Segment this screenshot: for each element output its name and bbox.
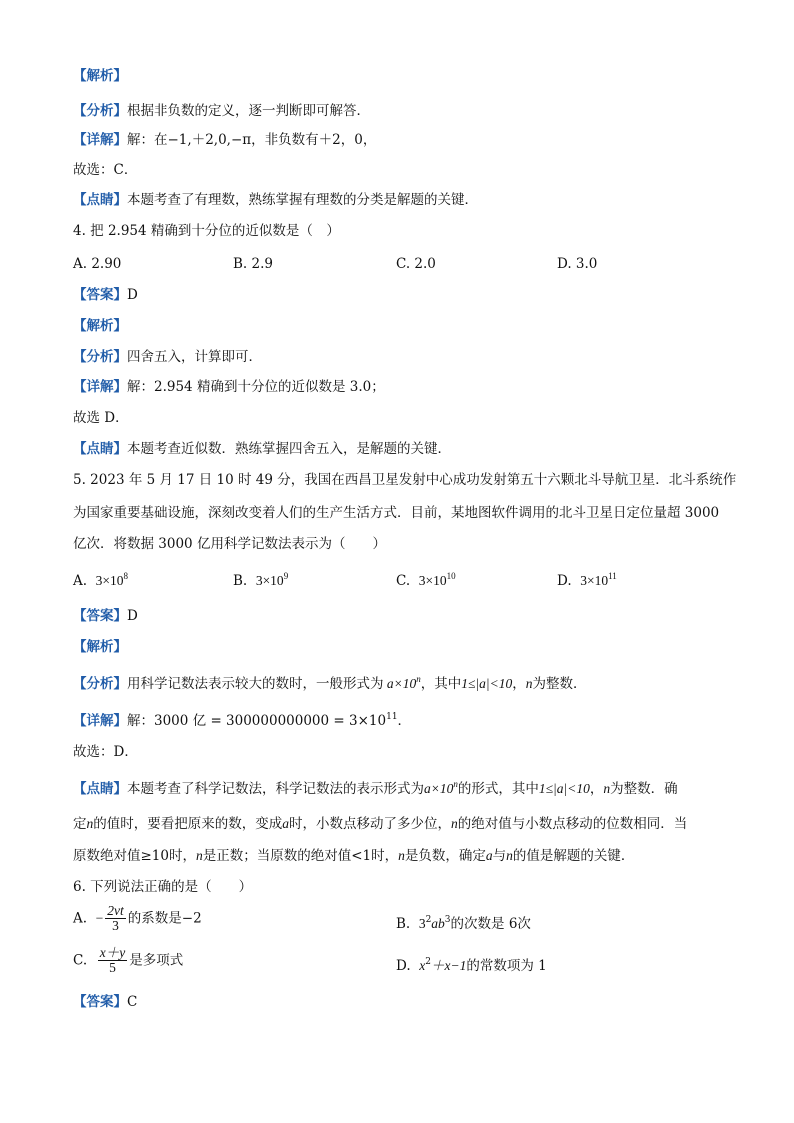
q5-answer: 【答案】D xyxy=(73,608,138,624)
q5-stem-line2: 为国家重要基础设施，深刻改变着人们的生产生活方式．目前，某地图软件调用的北斗卫星日定位量超 3000 xyxy=(73,505,720,521)
q5-option-c: C. $3\times 10^{10}$ xyxy=(396,571,456,589)
q5-remark-line1: 【点睛】本题考查了科学记数法，科学记数法的表示形式为$a\times 10^n$的形式，其中1≤|a|<10，n为整数．确 xyxy=(73,779,678,797)
q5-remark-line3: 原数绝对值≥10时，n是正数；当原数的绝对值<1时，n是负数，确定a与n的值是解题的关键． xyxy=(73,848,635,864)
q5-analysis: 【分析】用科学记数法表示较大的数时，一般形式为 $a\times 10^n$，其中1≤|a|<10，n为整数． xyxy=(73,674,587,692)
q4-option-a: A. 2.90 xyxy=(73,256,122,272)
jiexi-heading-1: 【解析】 xyxy=(73,68,127,84)
q4-analysis: 【分析】四舍五入，计算即可． xyxy=(73,349,262,365)
q6-option-a: A. − $\frac{2vt}{3}$ 的系数是−2 xyxy=(73,903,202,933)
q5-stem-line1: 5. 2023 年 5 月 17 日 10 时 49 分，我国在西昌卫星发射中心成功发射第五十六颗北斗导航卫星．北斗系统作 xyxy=(73,472,737,488)
q6-answer: 【答案】C xyxy=(73,994,138,1010)
q4-option-b: B. 2.9 xyxy=(233,256,273,272)
jiexi-heading-3: 【解析】 xyxy=(73,639,127,655)
jiexi-heading-2: 【解析】 xyxy=(73,318,127,334)
q4-choice: 故选 D． xyxy=(73,410,129,426)
q5-option-b: B. $3\times 10^9$ xyxy=(233,571,289,589)
q6-stem: 6. 下列说法正确的是（ ） xyxy=(73,879,253,895)
q5-remark-line2: 定n的值时，要看把原来的数，变成a时，小数点移动了多少位，n的绝对值与小数点移动的位数相同．当 xyxy=(73,816,688,832)
remark-line-1: 【点睛】本题考查了有理数，熟练掌握有理数的分类是解题的关键． xyxy=(73,192,478,208)
q4-remark: 【点睛】本题考查近似数．熟练掌握四舍五入，是解题的关键． xyxy=(73,441,451,457)
q5-option-d: D. $3\times 10^{11}$ xyxy=(557,571,617,589)
q4-option-c: C. 2.0 xyxy=(396,256,436,272)
q5-choice: 故选：D． xyxy=(73,744,138,760)
choice-line-1: 故选：C． xyxy=(73,162,138,178)
q6-option-b: B. $3^2ab^3$的次数是 6次 xyxy=(396,915,531,932)
q4-answer: 【答案】D xyxy=(73,287,138,303)
q6-option-c: C. $\frac{x+y}{5}$ 是多项式 xyxy=(73,945,184,975)
detail-line-1: 【详解】解：在−1,＋2,0,−π，非负数有＋2，0， xyxy=(73,132,377,148)
q4-option-d: D. 3.0 xyxy=(557,256,598,272)
q5-option-a: A. $3\times 10^8$ xyxy=(73,571,129,589)
q6-option-d: D. $x^2+x-1$的常数项为 1 xyxy=(396,957,547,974)
q4-stem: 4. 把 2.954 精确到十分位的近似数是（ ） xyxy=(73,223,340,239)
q5-detail: 【详解】解：3000 亿 = $300000000000 = 3\times 10^{11}$． xyxy=(73,712,412,729)
analysis-line-1: 【分析】根据非负数的定义，逐一判断即可解答． xyxy=(73,103,370,119)
q5-stem-line3: 亿次．将数据 3000 亿用科学记数法表示为（ ） xyxy=(73,536,386,552)
q4-detail: 【详解】解：2.954 精确到十分位的近似数是 3.0； xyxy=(73,379,385,395)
